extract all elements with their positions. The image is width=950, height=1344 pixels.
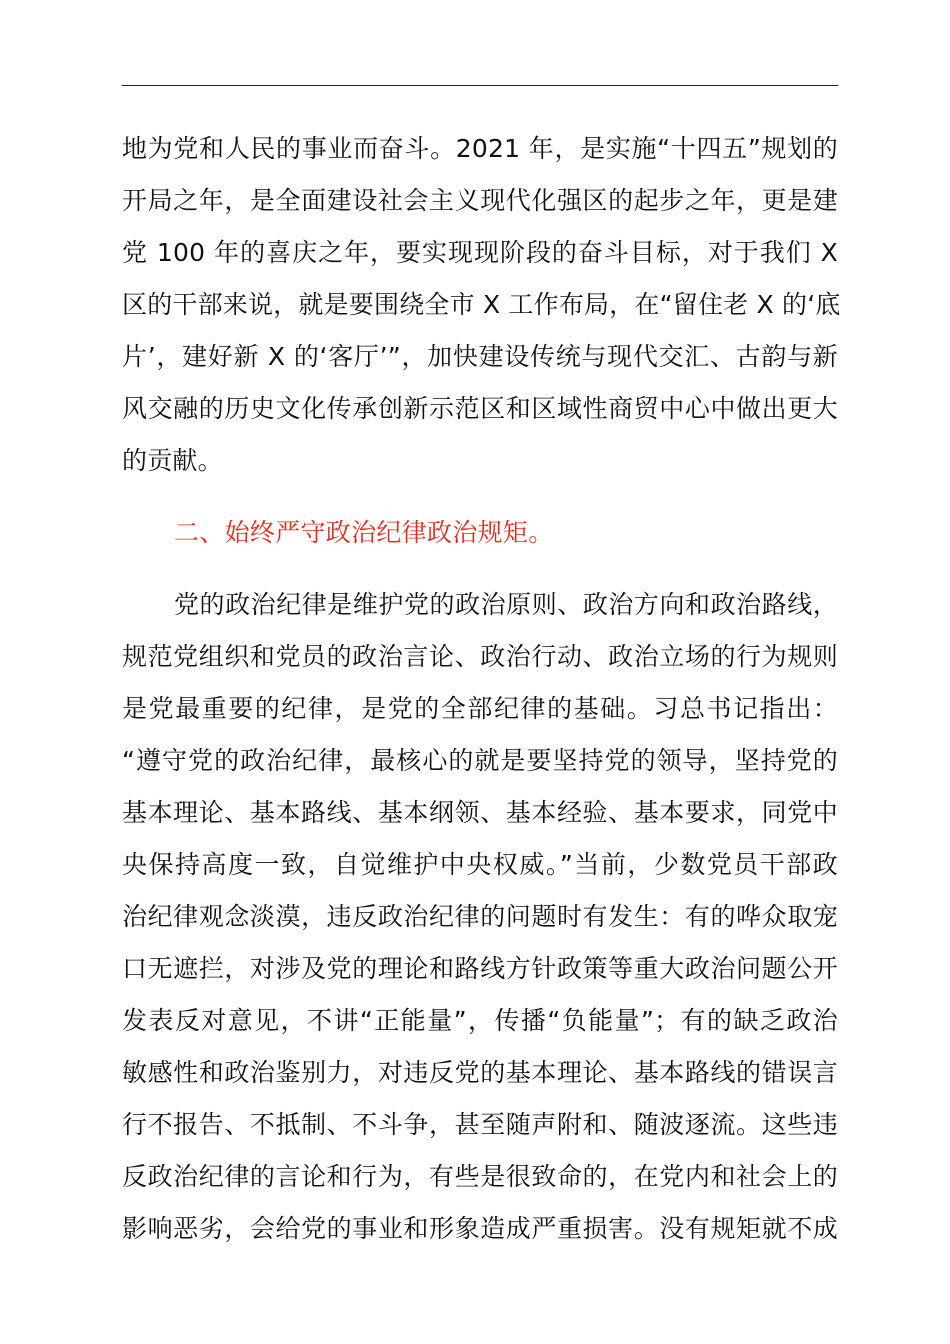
paragraph-political-discipline bbox=[122, 579, 838, 1255]
text-line: 片’，建好新 X 的‘客厅’”，加快建设传统与现代交汇、古韵与新 bbox=[122, 342, 838, 371]
text-line: 是党最重要的纪律，是党的全部纪律的基础。习总书记指出： bbox=[122, 694, 838, 723]
text-line: 央保持高度一致，自觉维护中央权威。”当前，少数党员干部政 bbox=[122, 850, 838, 879]
text-line: 基本理论、基本路线、基本纲领、基本经验、基本要求，同党中 bbox=[122, 798, 838, 827]
text-line: 开局之年，是全面建设社会主义现代化强区的起步之年，更是建 bbox=[122, 186, 838, 215]
text-line: 规范党组织和党员的政治言论、政治行动、政治立场的行为规则 bbox=[122, 642, 838, 671]
text-line: 行不报告、不抵制、不斗争，甚至随声附和、随波逐流。这些违 bbox=[122, 1110, 838, 1139]
text-line: 党 100 年的喜庆之年，要实现现阶段的奋斗目标，对于我们 X bbox=[122, 238, 838, 267]
text-line: 敏感性和政治鉴别力，对违反党的基本理论、基本路线的错误言 bbox=[122, 1058, 838, 1087]
text-line: 的贡献。 bbox=[122, 446, 223, 475]
text-line: 区的干部来说，就是要围绕全市 X 工作布局，在“留住老 X 的‘底 bbox=[122, 290, 841, 319]
text-line: 党的政治纪律是维护党的政治原则、政治方向和政治路线， bbox=[174, 590, 838, 619]
section-heading: 二、始终严守政治纪律政治规矩。 bbox=[174, 518, 554, 547]
text-line: 地为党和人民的事业而奋斗。2021 年，是实施“十四五”规划的 bbox=[122, 134, 838, 163]
text-line: 反政治纪律的言论和行为，有些是很致命的，在党内和社会上的 bbox=[122, 1162, 838, 1191]
text-line: 口无遮拦，对涉及党的理论和路线方针政策等重大政治问题公开 bbox=[122, 954, 838, 983]
header-rule bbox=[122, 85, 838, 86]
document-body bbox=[122, 123, 841, 1255]
text-line: “遵守党的政治纪律，最核心的就是要坚持党的领导，坚持党的 bbox=[122, 746, 838, 775]
paragraph-continuation bbox=[122, 123, 841, 487]
text-line: 风交融的历史文化传承创新示范区和区域性商贸中心中做出更大 bbox=[122, 394, 838, 423]
text-line: 影响恶劣，会给党的事业和形象造成严重损害。没有规矩就不成 bbox=[122, 1214, 838, 1243]
text-line: 发表反对意见，不讲“正能量”，传播“负能量”；有的缺乏政治 bbox=[122, 1006, 838, 1035]
text-line: 治纪律观念淡漠，违反政治纪律的问题时有发生：有的哗众取宠 bbox=[122, 902, 838, 931]
